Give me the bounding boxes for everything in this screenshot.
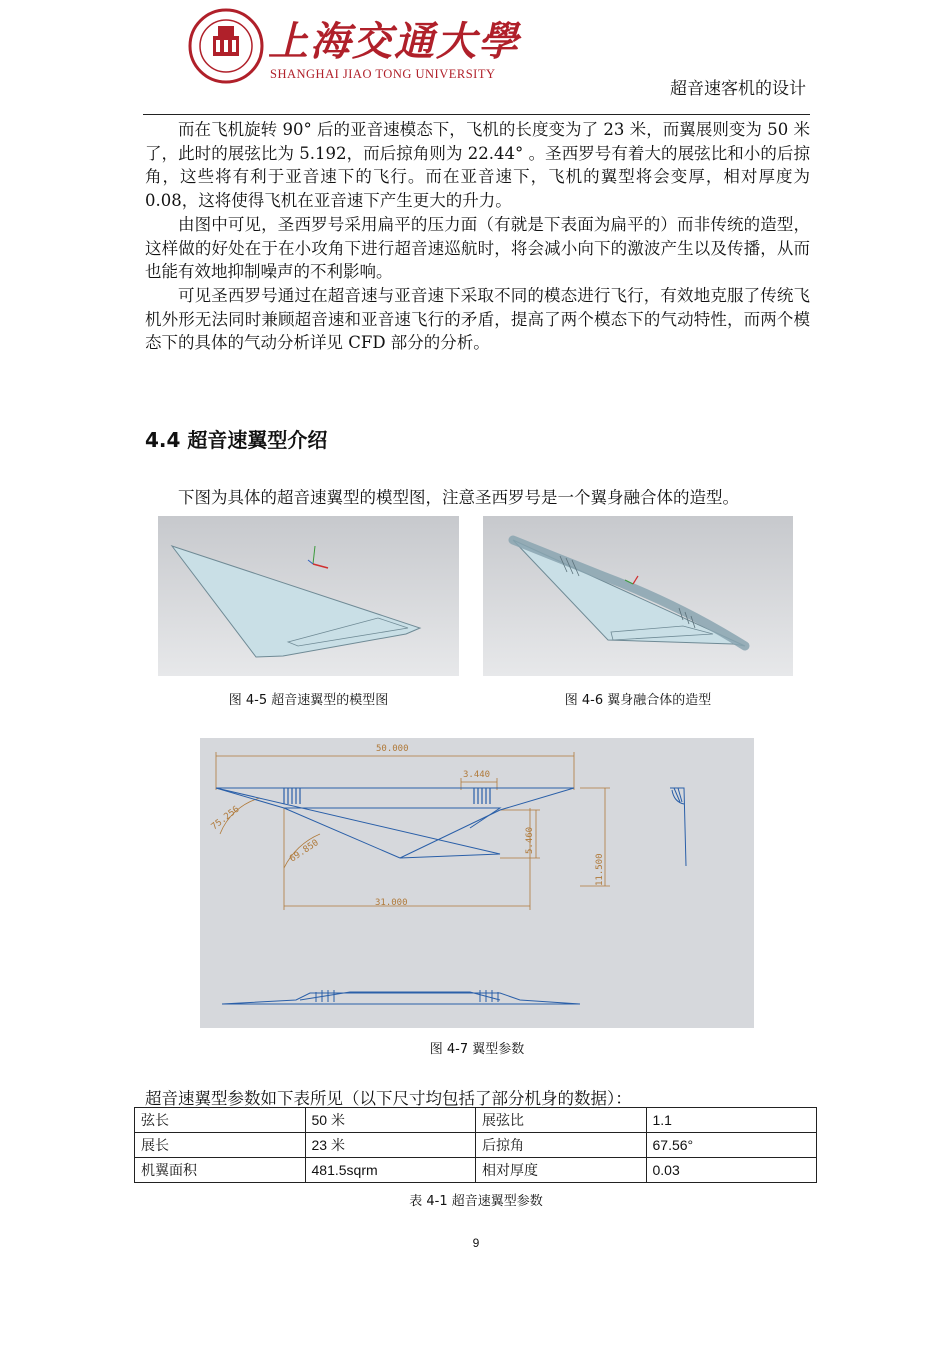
- dim-angle-1: 75.256: [209, 804, 242, 833]
- table-cell: 后掠角: [476, 1133, 647, 1158]
- dim-angle-2: 69.850: [288, 838, 321, 865]
- blended-body-drawing: [483, 516, 793, 676]
- table-cell: 弦长: [135, 1108, 306, 1133]
- table-cell: 展弦比: [476, 1108, 647, 1133]
- page-number: 9: [472, 1236, 480, 1250]
- figure-4-5: [158, 516, 459, 676]
- dim-center: 3.440: [463, 770, 491, 780]
- table-cell: 0.03: [646, 1158, 817, 1183]
- paragraph: 而在飞机旋转 90° 后的亚音速模态下，飞机的长度变为了 23 米，而翼展则变为 50 米了，此时的展弦比为 5.192，而后掠角则为 22.44° 。圣西罗号有着大的展弦比和小的后掠角，这些将有利于亚音速下的飞行。而在亚音速下，飞机的翼型将会变厚，相对厚度为 0.08，这将使得飞机在亚音速下产生更大的升力。: [145, 120, 810, 211]
- table-row: [135, 1158, 817, 1183]
- table-cell: 481.5sqrm: [305, 1158, 476, 1183]
- figure-caption: 图 4-5 超音速翼型的模型图: [228, 693, 389, 708]
- university-name-cn: 上海交通大學: [268, 18, 520, 65]
- section-heading: 4.4 超音速翼型介绍: [145, 428, 328, 452]
- header-divider: [143, 114, 810, 115]
- figure-caption: 图 4-7 翼型参数: [429, 1042, 525, 1057]
- body-text: [145, 118, 810, 355]
- table-cell: 23 米: [305, 1133, 476, 1158]
- dim-span: 50.000: [376, 744, 409, 754]
- table-cell: 机翼面积: [135, 1158, 306, 1183]
- document-title: 超音速客机的设计: [670, 79, 806, 99]
- paragraph: 可见圣西罗号通过在超音速与亚音速下采取不同的模态进行飞行，有效地克服了传统飞机外形无法同时兼顾超音速和亚音速飞行的矛盾，提高了两个模态下的气动特性，而两个模态下的具体的气动分析详见 CFD 部分的分析。: [145, 285, 810, 353]
- figure-4-6: [483, 516, 793, 676]
- dim-root: 31.000: [375, 898, 408, 908]
- table-cell: 相对厚度: [476, 1158, 647, 1183]
- table-row: [135, 1133, 817, 1158]
- table-cell: 50 米: [305, 1108, 476, 1133]
- table-cell: 展长: [135, 1133, 306, 1158]
- table-cell: 1.1: [646, 1108, 817, 1133]
- airfoil-parameters-drawing: [200, 738, 754, 1028]
- figure-4-7: [200, 738, 754, 1028]
- university-name-en: SHANGHAI JIAO TONG UNIVERSITY: [270, 67, 496, 81]
- table-row: [135, 1108, 817, 1133]
- university-seal-icon: [186, 6, 266, 86]
- paragraph: 由图中可见，圣西罗号采用扁平的压力面（有就是下表面为扁平的）而非传统的造型，这样做的好处在于在小攻角下进行超音速巡航时，将会减小向下的激波产生以及传播，从而也能有效地抑制噪声的不利影响。: [145, 214, 810, 282]
- wing-model-drawing: [158, 516, 459, 676]
- figure-caption: 图 4-6 翼身融合体的造型: [564, 693, 712, 708]
- section-intro: 下图为具体的超音速翼型的模型图，注意圣西罗号是一个翼身融合体的造型。: [178, 488, 739, 507]
- table-intro: 超音速翼型参数如下表所见（以下尺寸均包括了部分机身的数据）：: [145, 1089, 632, 1108]
- table-cell: 67.56°: [646, 1133, 817, 1158]
- dim-thickness: 5.460: [525, 826, 535, 854]
- parameters-table: [134, 1107, 817, 1183]
- dim-height: 11.500: [595, 853, 605, 886]
- table-caption: 表 4-1 超音速翼型参数: [409, 1194, 543, 1209]
